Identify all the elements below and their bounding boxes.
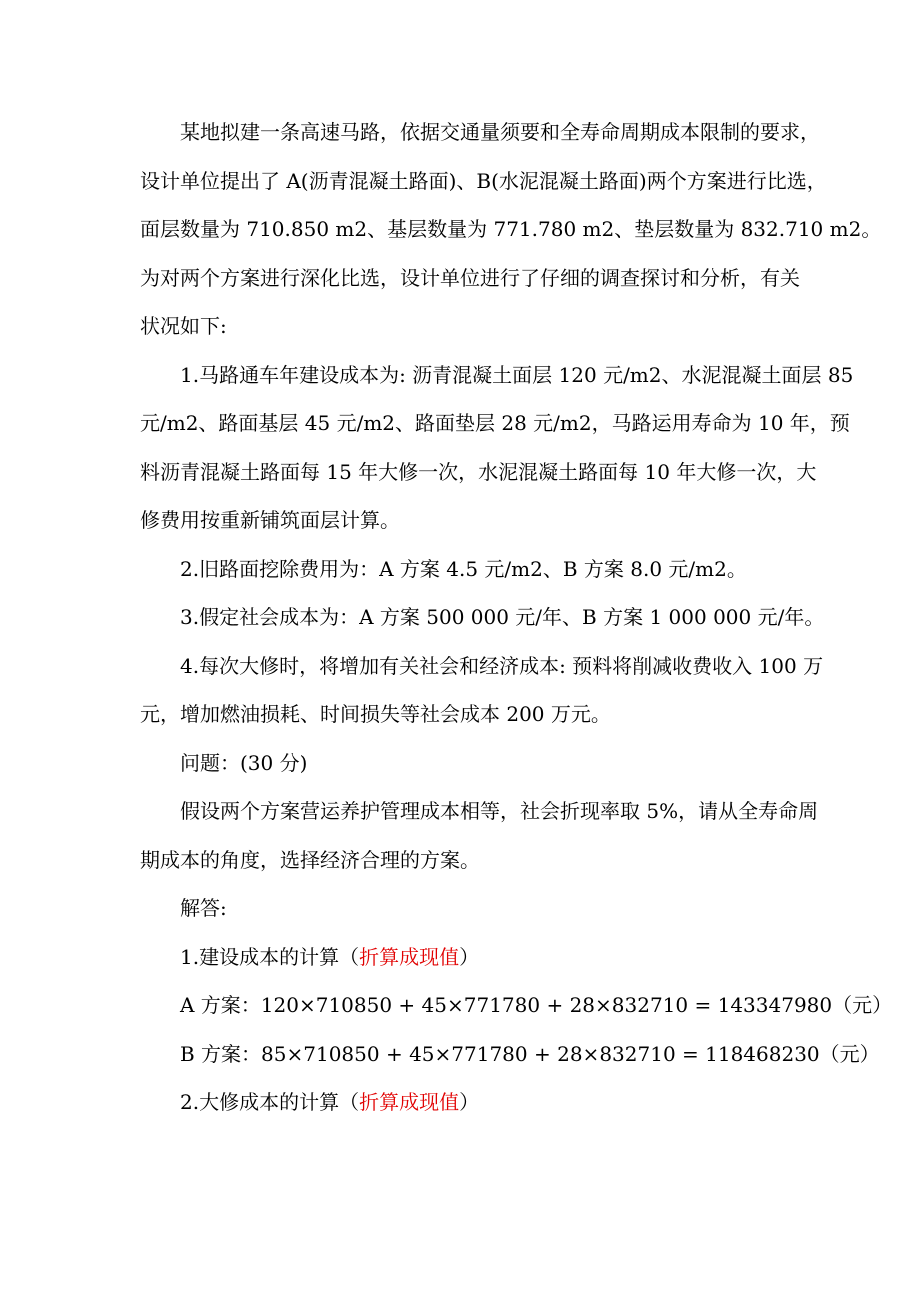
- item-1-line: 1.马路通车年建设成本为: 沥青混凝土面层 120 元/m2、水泥混凝土面层 85: [180, 362, 854, 387]
- item-2-paragraph: 2.旧路面挖除费用为：A 方案 4.5 元/m2、B 方案 8.0 元/m2。: [180, 556, 747, 581]
- answer-step-1-heading: [140, 933, 866, 982]
- step-1-prefix: 1.建设成本的计算（: [180, 944, 360, 969]
- question-title: 问题：(30 分): [180, 750, 308, 775]
- step-2-prefix: 2.大修成本的计算（: [180, 1090, 360, 1114]
- step-2-suffix: ）: [459, 1090, 480, 1114]
- question-paragraph: [140, 787, 866, 884]
- item-1-paragraph: [140, 351, 866, 545]
- answer-title: 解答:: [180, 896, 227, 920]
- item-1-line: 料沥青混凝土路面每 15 年大修一次，水泥混凝土路面每 10 年大修一次，大: [140, 459, 817, 484]
- step-1-suffix: ）: [459, 944, 480, 969]
- item-4-paragraph: [140, 642, 866, 739]
- intro-line: 为对两个方案进行深化比选，设计单位进行了仔细的调查探讨和分析，有关: [140, 265, 800, 290]
- intro-paragraph: [140, 108, 882, 351]
- answer-step-2-heading: [140, 1078, 866, 1127]
- item-4-line: 4.每次大修时，将增加有关社会和经济成本: 预料将削减收费收入 100 万: [180, 653, 824, 678]
- item-1-line: 修费用按重新铺筑面层计算。: [140, 508, 400, 532]
- step-1-highlight: 折算成现值: [359, 944, 460, 969]
- intro-line: 面层数量为 710.850 m2、基层数量为 771.780 m2、垫层数量为 832.710 m2。: [140, 217, 882, 241]
- step-2-highlight: 折算成现值: [359, 1090, 460, 1114]
- intro-line: 设计单位提出了 A(沥青混凝土路面)、B(水泥混凝土路面)两个方案进行比选，: [140, 168, 827, 193]
- item-3-paragraph: 3.假定社会成本为：A 方案 500 000 元/年、B 方案 1 000 000 元/年。: [180, 605, 825, 629]
- question-line: 假设两个方案营运养护管理成本相等，社会折现率取 5%，请从全寿命周: [180, 799, 819, 823]
- intro-line: 状况如下:: [140, 314, 227, 338]
- calc-a-line: A 方案：120×710850 + 45×771780 + 28×832710 = 143347980（元）: [180, 993, 893, 1017]
- question-line: 期成本的角度，选择经济合理的方案。: [140, 847, 480, 872]
- calc-b-line: B 方案：85×710850 + 45×771780 + 28×832710 = 118468230（元）: [180, 1041, 880, 1066]
- item-4-line: 元，增加燃油损耗、时间损失等社会成本 200 万元。: [140, 702, 611, 726]
- intro-line: 某地拟建一条高速马路，依据交通量须要和全寿命周期成本限制的要求，: [180, 120, 820, 144]
- item-1-line: 元/m2、路面基层 45 元/m2、路面垫层 28 元/m2，马路运用寿命为 10 年，预: [140, 411, 850, 435]
